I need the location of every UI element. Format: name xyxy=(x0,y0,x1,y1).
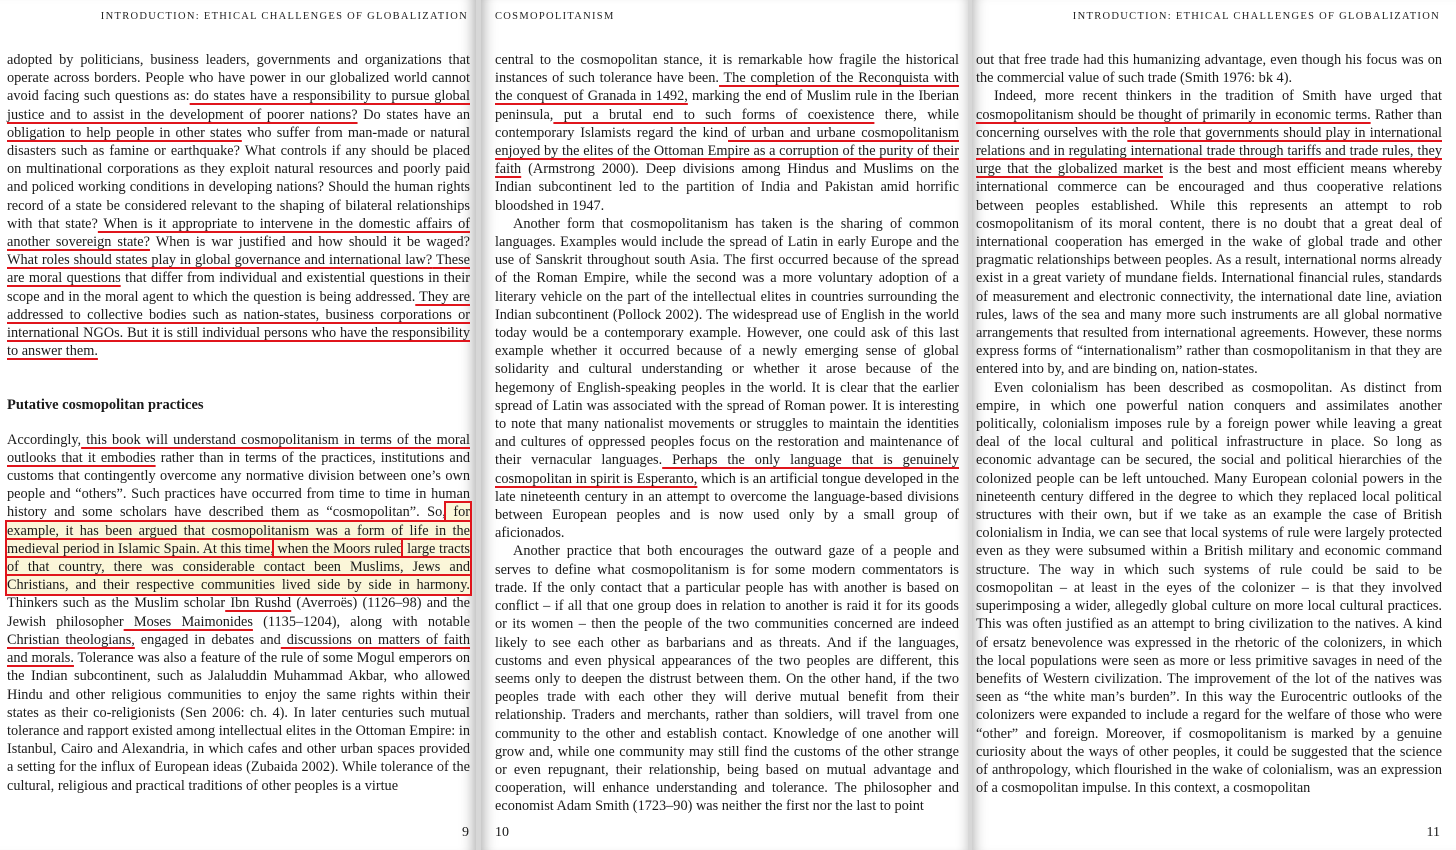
underlined-text: Ibn Rushd xyxy=(225,595,292,612)
section-heading: Putative cosmopolitan practices xyxy=(7,397,204,414)
page-body xyxy=(976,51,1442,797)
text-run: Thinkers such as the Muslim scholar xyxy=(7,595,226,612)
text-run: Another form that cosmopolitanism has taken is the sharing of common languages. Examples would include the spread of Latin in early Europe and the use of Sanskrit throughout south Asia. The first occurred because of the spread of the Roman Empire, while the second was a more voluntary adoption of a literary vehicle on the part of the intellectual elites in countries surrounding the Indian subcontinent (Pollock 2002). The widespread use of English in the world today would be a contemporary example. However, one could ask of this last example whether it occurred because of a newly emerging sense of global solidarity and cultural understanding or whether it arose because of the hegemony of English-speaking peoples in the world. It is clear that the earlier spread of Latin was associated with the spread of Roman power. It is interesting to note that many nationalist movements or struggles to maintain the identities and cultures of oppressed peoples focus on the restoration and maintenance of their vernacular languages. xyxy=(495,215,959,469)
underlined-text: Christian theologians, xyxy=(7,631,135,648)
text-run: (Armstrong 2000). Deep divisions among Hindus and Muslims on the Indian subcontinent led to the partition of India and Pakistan amid horrific bloodshed in 1947. xyxy=(495,161,959,214)
text-run: Indeed, more recent thinkers in the tradition of Smith have urged that xyxy=(994,88,1442,105)
paragraph xyxy=(495,215,959,543)
underlined-text: When is it appropriate to intervene in the domestic affairs of another sovereign state? xyxy=(7,215,470,251)
text-run: Do states have an xyxy=(357,106,471,123)
text-run: (Averroës) (1126–98) and the Jewish philosopher xyxy=(7,595,470,630)
underlined-text: put a brutal end to such forms of coexistence xyxy=(553,106,875,123)
underlined-text: cosmopolitanism should be thought of primarily in economic terms. xyxy=(976,106,1371,123)
paragraph xyxy=(976,379,1442,798)
underlined-text: discussions on matters of faith and morals. xyxy=(7,631,471,667)
paragraph xyxy=(495,542,959,815)
text-run: rather than in terms of the practices, institutions and customs that contingently overcome any normative division between one’s own people and “others”. Such practices have occurred from time to time in human history and some scholars have described them as “cosmopolitan”. So, xyxy=(7,449,470,521)
page-10 xyxy=(481,0,968,850)
text-run: Another practice that both encourages the outward gaze of a people and serves to define what cosmopolitanism is for some modern commentators is trade. If the only contact that a particular people has with another is based on conflict – if all that one group does in relation to another is raid it for its goods or its women – then the people of the two communities concerned are indeed likely to see each other as barbarians and as threats. And if the languages, customs and even physical appearances of the two peoples are different, this seems only to deepen the distrust between them. On the other hand, if the two peoples trade with each other they will derive mutual benefit from their relationship. Traders and merchants, rather than soldiers, will travel from one community to the other and establish contact. Knowledge of one another will grow and, while one community may still find the customs of the other strange or even repugnant, their relationship, being based on mutual advantage and cooperation, will enhance understanding and tolerance. The philosopher and economist Adam Smith (1723–90) was neither the first nor the last to point xyxy=(495,543,959,815)
text-run: central to the cosmopolitan stance, it is remarkable how fragile the historical instances of such tolerance have been. xyxy=(495,52,959,87)
running-head: COSMOPOLITANISM xyxy=(495,11,615,22)
page-number: 10 xyxy=(495,825,509,840)
page-body xyxy=(495,51,959,816)
page-number: 11 xyxy=(1426,825,1440,840)
highlighted-box-text: large tracts of that country, there was considerable contact been Muslims, Jews and Christians, and their respective communities lived side by side in harmony. xyxy=(7,540,470,594)
underlined-text: Moses Maimonides xyxy=(123,613,253,630)
text-run: out that free trade had this humanizing advantage, even though his focus was on the commercial value of such trade (Smith 1976: bk 4). xyxy=(976,52,1442,87)
page-body xyxy=(7,51,470,795)
text-run: Rather than concerning ourselves with xyxy=(976,106,1442,141)
text-run: marking the end of Muslim rule in the Iberian peninsula, xyxy=(495,88,960,123)
text-run: which is an artificial tongue developed in the late nineteenth century in an attempt to overcome the language-based divisions between European peoples and is now used only by a small group of aficionados. xyxy=(495,470,960,542)
paragraph xyxy=(7,431,470,795)
text-run: there, while contemporary Islamists regard the kind xyxy=(495,106,959,141)
text-run: (1135–1204), along with notable xyxy=(252,613,470,630)
underlined-text: the role that governments should play in international relations and in regulating international trade through tariffs and trade rules, they urge that the globalized market xyxy=(976,124,1442,178)
page-number: 9 xyxy=(462,825,469,840)
page-9 xyxy=(0,0,476,850)
paragraph xyxy=(7,51,470,360)
underlined-text: They are addressed to collective bodies such as nation-states, business corporations or international NGOs. But it is still individual persons who have the responsibility to answer them. xyxy=(7,288,470,360)
text-run: Tolerance was also a feature of the rule of some Mogul emperors on the Indian subcontinent, such as Jalaluddin Muhammad Akbar, who allowed Hindu and other religious communities to enjoy the same rights within their states as their co-religionists (Sen 2006: ch. 4). In later centuries such mutual tolerance and rapport existed among intellectual elites in the Ottoman Empire: in Istanbul, Cairo and Alexandria, in which cafes and other urban spaces provided a setting for the influx of European ideas (Zubaida 2002). While tolerance of the cultural, religious and practical traditions of other peoples is a virtue xyxy=(7,650,470,794)
text-run: engaged in debates and xyxy=(134,631,281,648)
underlined-text: Perhaps the only language that is genuinely cosmopolitan in spirit is Esperanto, xyxy=(495,452,959,487)
underlined-text: of urban and urbane cosmopolitanism enjoyed by the elites of the Ottoman Empire as a corruption of the purity of their faith xyxy=(495,124,959,178)
paragraph xyxy=(976,87,1442,378)
paragraph xyxy=(976,51,1442,87)
paragraph xyxy=(495,51,959,215)
underlined-text: do states have a responsibility to pursue global justice and to assist in the development of poorer nations? xyxy=(7,88,470,123)
underlined-text: The completion of the Reconquista with the conquest of Granada in 1492, xyxy=(495,70,959,105)
text-run: that differ from individual and existential questions in their scope and in the moral agent to which the question is being addressed. xyxy=(7,270,470,305)
running-head: INTRODUCTION: ETHICAL CHALLENGES OF GLOBALIZATION xyxy=(1072,11,1440,22)
text-run: When is war justified and how should it be waged? xyxy=(149,234,470,251)
text-run: is the best and most efficient means whereby international commerce can be encouraged and thus cooperative relations between peoples established. While this represents an attempt to rob cosmopolitanism of its moral content, there is no doubt that a great deal of international cooperation has emerged in the wake of global trade and other pragmatic relationships between peoples. As a result, international norms already exist in a great variety of mundane fields. International financial rules, standards of measurement and electronic connectivity, the international date line, aviation rules, laws of the sea and many more such instruments are all global normative arrangements that resulted from international agreements. However, these norms express forms of “internationalism” rather than cosmopolitanism in that they are entered into by, and are binding on, nation-states. xyxy=(976,161,1442,378)
underlined-text: What roles should states play in global governance and international law? xyxy=(7,252,433,269)
highlighted-box-text: when the Moors ruled xyxy=(273,540,404,557)
text-run: Even colonialism has been described as cosmopolitan. As distinct from empire, in which one powerful nation conquers and assimilates another politically, colonialism imposes rule by a foreign power while leaving a great deal of the local cultural and political infrastructure in place. So long as economic advantage can be secured, the social and political hierarchies of the colonized people can be left untouched. Many European colonial powers in the nineteenth century differed in the degree to which they replaced local political structures with their own, but if we take as an example the case of British colonialism in India, we can see that local systems of rule were largely protected even as they were subsumed within a British military and economic command structure. The way in which such systems of rule could be said to be cosmopolitan – at least in the eyes of the colonizer – is that they involved superimposing a wider, allegedly global culture on more local cultural practices. This was often justified as an attempt to bring civilization to the natives. A kind of ersatz benevolence was expressed in the rhetoric of the colonizers, in which the local populations were seen as more or less primitive savages in need of the benefits of Western civilization. The improvement of the lot of the natives was seen as “the white man’s burden”. In this way the Eurocentric outlooks of the colonizers were expanded to include a regard for the welfare of those who were “other” and foreign. Moreover, if cosmopolitanism is marked by a genuine curiosity about the ways of other peoples, it could be suggested that the science of anthropology, which flourished in the wake of colonialism, was an expression of a cosmopolitan impulse. In this context, a cosmopolitan xyxy=(976,379,1442,797)
text-run: adopted by politicians, business leaders, governments and organizations that operate across borders. People who have power in our globalized world cannot avoid facing such questions as: xyxy=(7,52,470,105)
underlined-text: obligation to help people in other states xyxy=(7,124,242,141)
underlined-text: These are moral questions xyxy=(7,252,470,287)
highlighted-box-text: for example, it has been argued that cosmopolitanism was a form of life in the medieval period in Islamic Spain. At this time, xyxy=(7,504,470,557)
text-run: Accordingly, xyxy=(7,431,82,448)
page-11 xyxy=(972,0,1456,850)
underlined-text: this book will understand cosmopolitanism in terms of the moral outlooks that it embodies xyxy=(7,431,470,466)
text-run: who suffer from man-made or natural disasters such as famine or earthquake? What controls if any should be placed on multinational corporations as they exploit natural resources and poorly paid and policed working conditions in developing nations? Should the human rights record of a state be considered relevant to the shaping of bilateral relationships with that state? xyxy=(7,124,470,232)
running-head: INTRODUCTION: ETHICAL CHALLENGES OF GLOBALIZATION xyxy=(100,11,468,22)
